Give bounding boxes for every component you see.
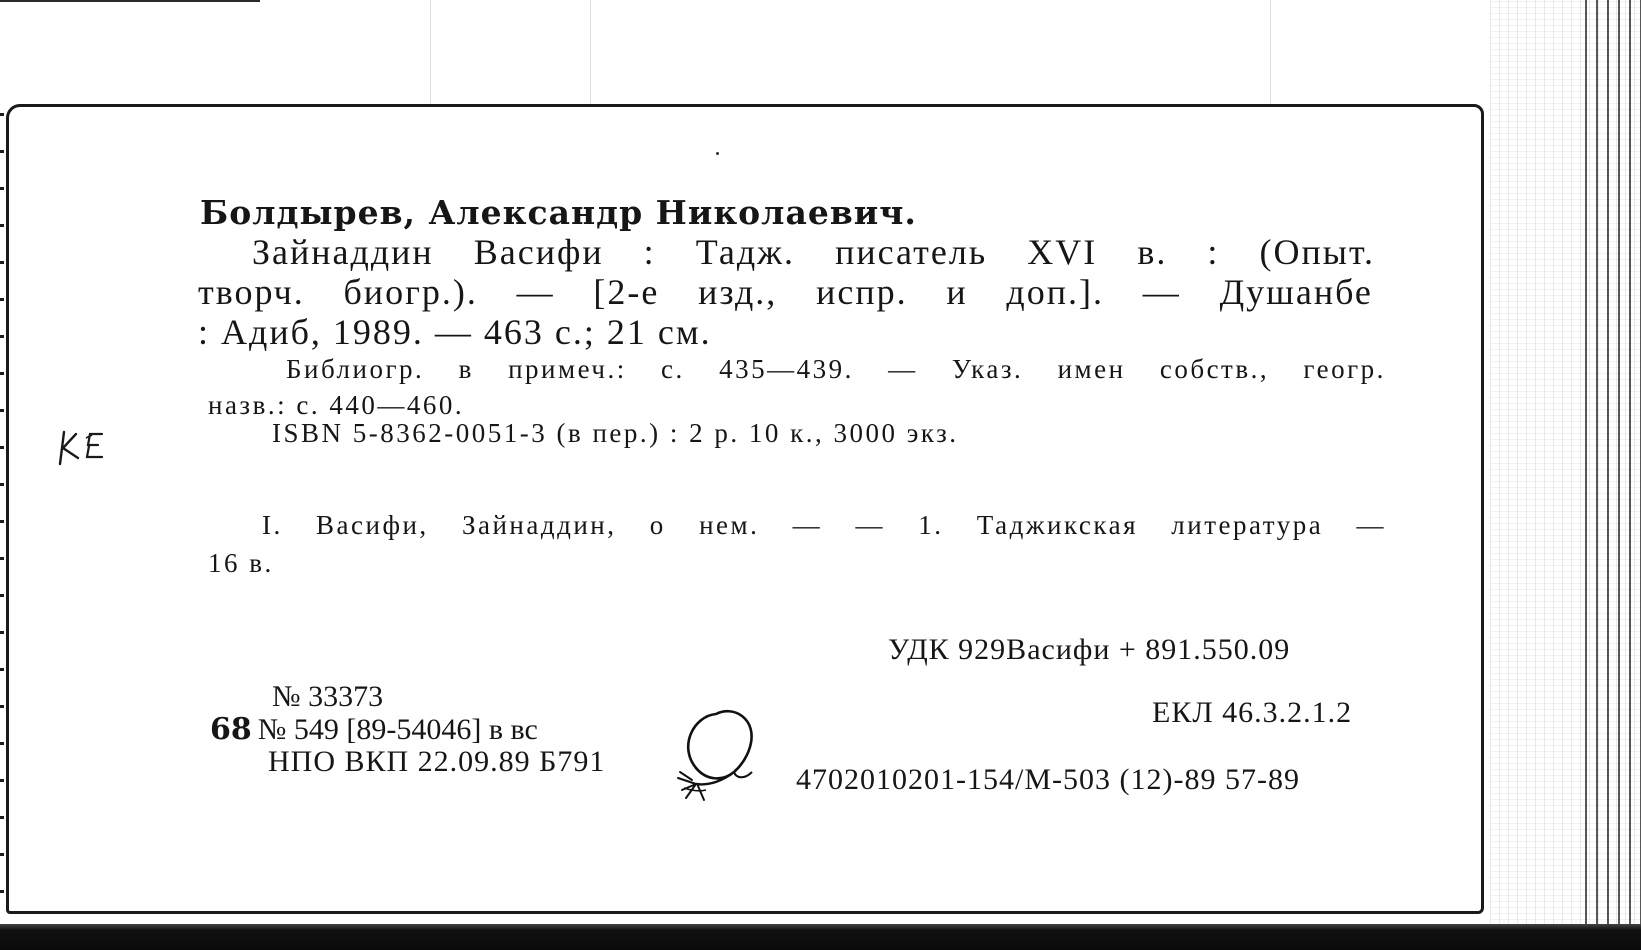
card-bibliography-note (286, 356, 1386, 383)
word: испр. (816, 272, 908, 312)
word: нем. (699, 510, 760, 540)
word: доп.]. (1006, 272, 1104, 312)
card-title-line-2 (198, 274, 1373, 310)
word: с. (661, 354, 685, 384)
word: геогр. (1303, 354, 1386, 384)
word: XVI (1027, 232, 1098, 272)
word: Библиогр. (286, 354, 425, 384)
word: собств., (1159, 354, 1270, 384)
scan-artifact (430, 0, 431, 110)
word: имен (1057, 354, 1126, 384)
word: и (946, 272, 968, 312)
scan-edge-left (0, 110, 4, 930)
scan-artifact (1270, 0, 1271, 110)
card-code: 4702010201-154/М-503 (12)-89 57-89 (796, 763, 1300, 796)
word: — (1356, 510, 1386, 540)
card-order-number (210, 712, 538, 747)
word: биогр.). (343, 272, 478, 312)
card-order-prefix: 68 (210, 712, 252, 747)
word: 1. (918, 510, 944, 540)
word: : (643, 232, 656, 272)
word: Таджикская (976, 510, 1138, 540)
card-isbn: ISBN 5-8362-0051-3 (в пер.) : 2 р. 10 к., 3000 экз. (272, 418, 959, 448)
word: — (1142, 272, 1181, 312)
word: — (516, 272, 555, 312)
card-tracing (262, 512, 1386, 539)
card-ekl: ЕКЛ 46.3.2.1.2 (1152, 696, 1353, 729)
scan-edge-right-bars (1585, 0, 1641, 950)
scan-artifact (590, 0, 591, 110)
string-loop-mark (676, 706, 786, 811)
word: писатель (835, 232, 988, 272)
word: в. (1137, 232, 1168, 272)
word: Зайнаддин, (461, 510, 617, 540)
card-title-line-1 (252, 234, 1375, 270)
word: Зайнаддин (252, 232, 434, 272)
word: (Опыт. (1259, 232, 1375, 272)
word: — (855, 510, 885, 540)
word: изд., (698, 272, 778, 312)
word: Васифи (473, 232, 604, 272)
card-author: Болдырев, Александр Николаевич. (200, 193, 917, 232)
word: I. (262, 510, 283, 540)
card-number: № 33373 (272, 680, 384, 713)
card-bibliography-note-cont: назв.: с. 440—460. (208, 390, 465, 420)
card-printer: НПО ВКП 22.09.89 Б791 (268, 745, 606, 778)
word: литература (1171, 510, 1324, 540)
word: — (888, 354, 918, 384)
word: творч. (198, 272, 305, 312)
scan-edge-top (0, 0, 260, 2)
handwritten-mark (56, 428, 128, 473)
word: Душанбе (1219, 272, 1373, 312)
word: Васифи, (316, 510, 429, 540)
word: Тадж. (695, 232, 796, 272)
word: — (792, 510, 823, 540)
word: Указ. (951, 354, 1024, 384)
word: 435—439. (719, 354, 854, 384)
word: о (649, 510, 666, 540)
card-title-line-3: : Адиб, 1989. — 463 с.; 21 см. (198, 312, 712, 352)
card-order-text: № 549 [89-54046] в вс (257, 713, 538, 746)
card-tracing-cont: 16 в. (208, 548, 274, 578)
card-udc: УДК 929Васифи + 891.550.09 (888, 633, 1291, 666)
word: [2-е (593, 272, 660, 312)
ink-dot (716, 152, 719, 155)
scan-edge-bottom (0, 924, 1641, 950)
word: : (1207, 232, 1220, 272)
word: примеч.: (508, 354, 627, 384)
word: в (458, 354, 474, 384)
